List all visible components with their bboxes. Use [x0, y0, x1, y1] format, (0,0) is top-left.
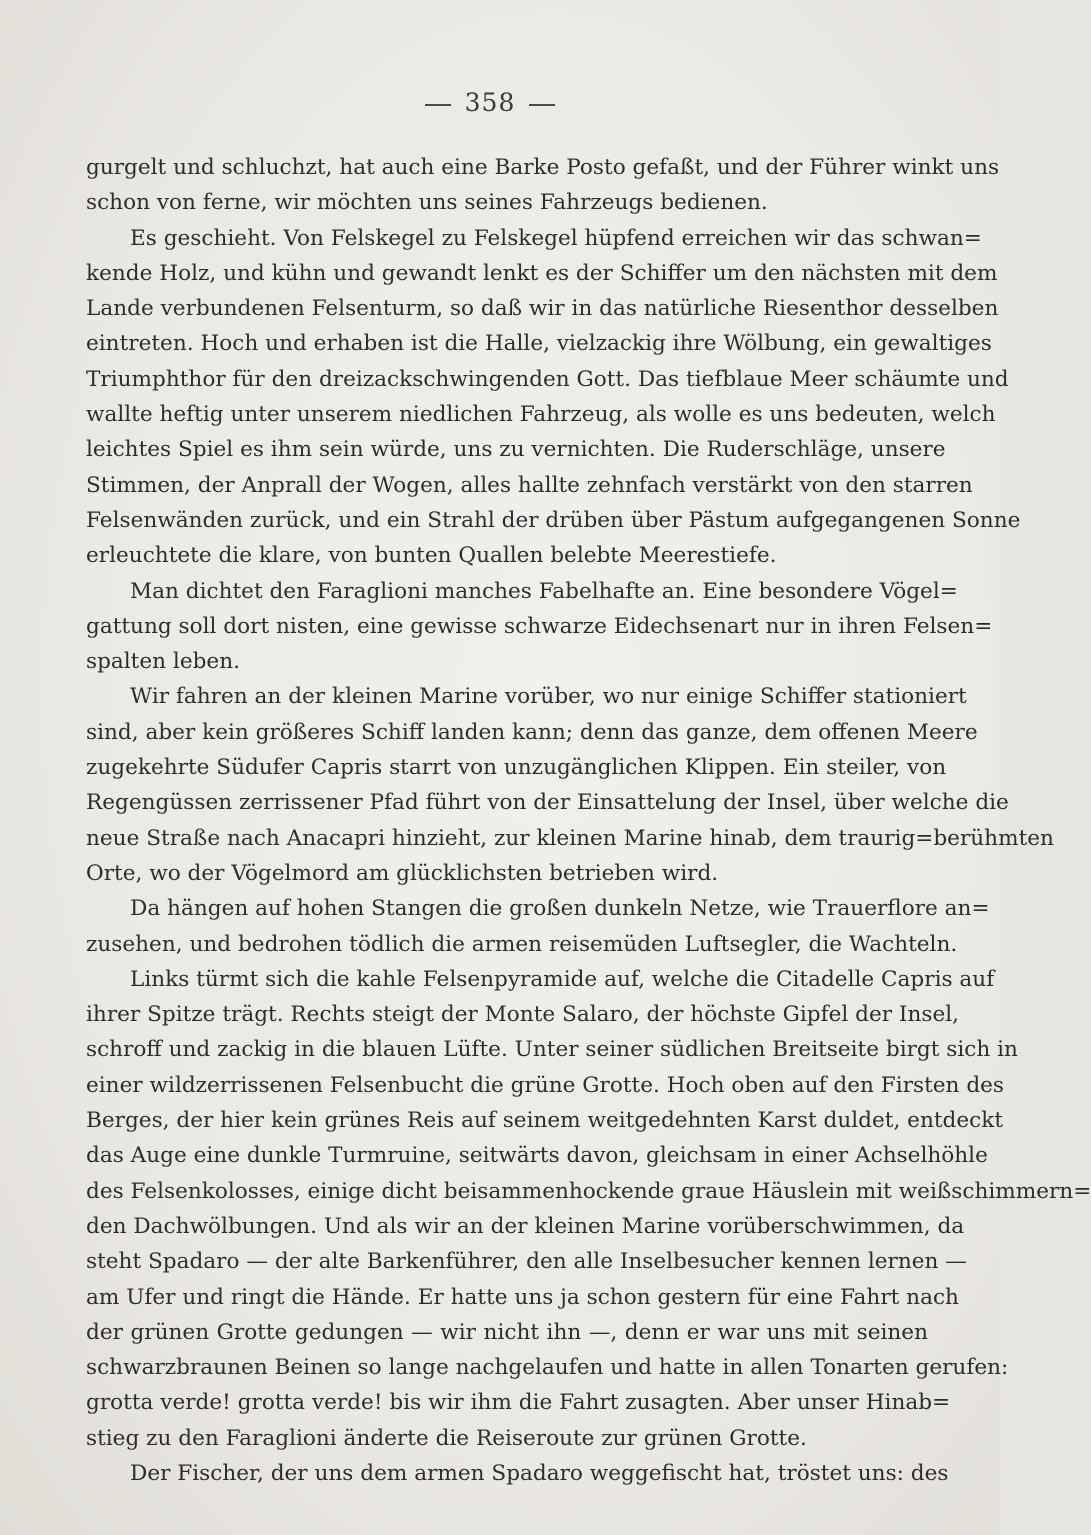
text-line: Orte, wo der Vögelmord am glücklichsten betrieben wird. — [86, 860, 719, 886]
text-line: schwarzbraunen Beinen so lange nachgelaufen und hatte in allen Tonarten gerufen: — [86, 1355, 1009, 1381]
text-line: Wir fahren an der kleinen Marine vorüber, wo nur einige Schiffer stationiert — [130, 684, 967, 710]
text-line: gattung soll dort nisten, eine gewisse schwarze Eidechsenart nur in ihren Felsen= — [86, 613, 993, 639]
text-line: Man dichtet den Faraglioni manches Fabelhafte an. Eine besondere Vögel= — [130, 578, 958, 604]
text-line: kende Holz, und kühn und gewandt lenkt es der Schiffer um den nächsten mit dem — [86, 260, 998, 286]
text-line: Da hängen auf hohen Stangen die großen dunkeln Netze, wie Trauerflore an= — [130, 896, 990, 922]
text-line: Stimmen, der Anprall der Wogen, alles hallte zehnfach verstärkt von den starren — [86, 472, 973, 498]
text-line: eintreten. Hoch und erhaben ist die Halle, vielzackig ihre Wölbung, ein gewaltiges — [86, 331, 992, 357]
text-line: Regengüssen zerrissener Pfad führt von der Einsattelung der Insel, über welche die — [86, 790, 1009, 816]
text-line: spalten leben. — [86, 649, 240, 675]
text-line: sind, aber kein größeres Schiff landen kann; denn das ganze, dem offenen Meere — [86, 719, 978, 745]
text-line: leichtes Spiel es ihm sein würde, uns zu vernichten. Die Ruderschläge, unsere — [86, 437, 946, 463]
text-line: Der Fischer, der uns dem armen Spadaro weggefischt hat, tröstet uns: des — [130, 1460, 949, 1486]
text-line: zugekehrte Südufer Capris starrt von unzugänglichen Klippen. Ein steiler, von — [86, 755, 947, 781]
text-line: grotta verde! grotta verde! bis wir ihm die Fahrt zusagten. Aber unser Hinab= — [86, 1390, 951, 1416]
text-line: zusehen, und bedrohen tödlich die armen reisemüden Luftsegler, die Wachteln. — [86, 931, 958, 957]
text-line: des Felsenkolosses, einige dicht beisammenhockende graue Häuslein mit weißschimmern= — [86, 1178, 1091, 1204]
text-line: Triumphthor für den dreizackschwingenden Gott. Das tiefblaue Meer schäumte und — [86, 366, 1009, 392]
text-line: Felsenwänden zurück, und ein Strahl der drüben über Pästum aufgegangenen Sonne — [86, 507, 1021, 533]
text-line: am Ufer und ringt die Hände. Er hatte uns ja schon gestern für eine Fahrt nach — [86, 1284, 959, 1310]
dash-left — [425, 104, 451, 106]
text-line: wallte heftig unter unserem niedlichen Fahrzeug, als wolle es uns bedeuten, welch — [86, 402, 996, 428]
text-line: schroff und zackig in die blauen Lüfte. Unter seiner südlichen Breitseite birgt sich in — [86, 1037, 1018, 1063]
text-line: schon von ferne, wir möchten uns seines Fahrzeugs bedienen. — [86, 190, 768, 216]
text-line: erleuchtete die klare, von bunten Quallen belebte Meerestiefe. — [86, 543, 777, 569]
body-text — [86, 150, 1091, 1491]
text-line: den Dachwölbungen. Und als wir an der kleinen Marine vorüberschwimmen, da — [86, 1213, 965, 1239]
page-number-value: 358 — [464, 88, 516, 117]
text-line: Berges, der hier kein grünes Reis auf seinem weitgedehnten Karst duldet, entdeckt — [86, 1108, 1004, 1134]
text-line: stieg zu den Faraglioni änderte die Reiseroute zur grünen Grotte. — [86, 1425, 807, 1451]
text-line: steht Spadaro — der alte Barkenführer, den alle Inselbesucher kennen lernen — — [86, 1249, 967, 1275]
text-line: gurgelt und schluchzt, hat auch eine Barke Posto gefaßt, und der Führer winkt uns — [86, 155, 1000, 180]
dash-right — [529, 104, 555, 106]
text-line: der grünen Grotte gedungen — wir nicht ihn —, denn er war uns mit seinen — [86, 1319, 928, 1345]
text-line: einer wildzerrissenen Felsenbucht die grüne Grotte. Hoch oben auf den Firsten des — [86, 1072, 1005, 1098]
page-number — [0, 88, 990, 117]
text-line: neue Straße nach Anacapri hinzieht, zur kleinen Marine hinab, dem traurig=berühmten — [86, 825, 1054, 851]
text-line: das Auge eine dunkle Turmruine, seitwärts davon, gleichsam in einer Achselhöhle — [86, 1143, 988, 1169]
text-line: Es geschieht. Von Felskegel zu Felskegel hüpfend erreichen wir das schwan= — [130, 225, 982, 251]
text-line: ihrer Spitze trägt. Rechts steigt der Monte Salaro, der höchste Gipfel der Insel, — [86, 1002, 959, 1028]
text-line: Lande verbundenen Felsenturm, so daß wir in das natürliche Riesenthor desselben — [86, 296, 999, 322]
text-line: Links türmt sich die kahle Felsenpyramide auf, welche die Citadelle Capris auf — [130, 966, 995, 992]
